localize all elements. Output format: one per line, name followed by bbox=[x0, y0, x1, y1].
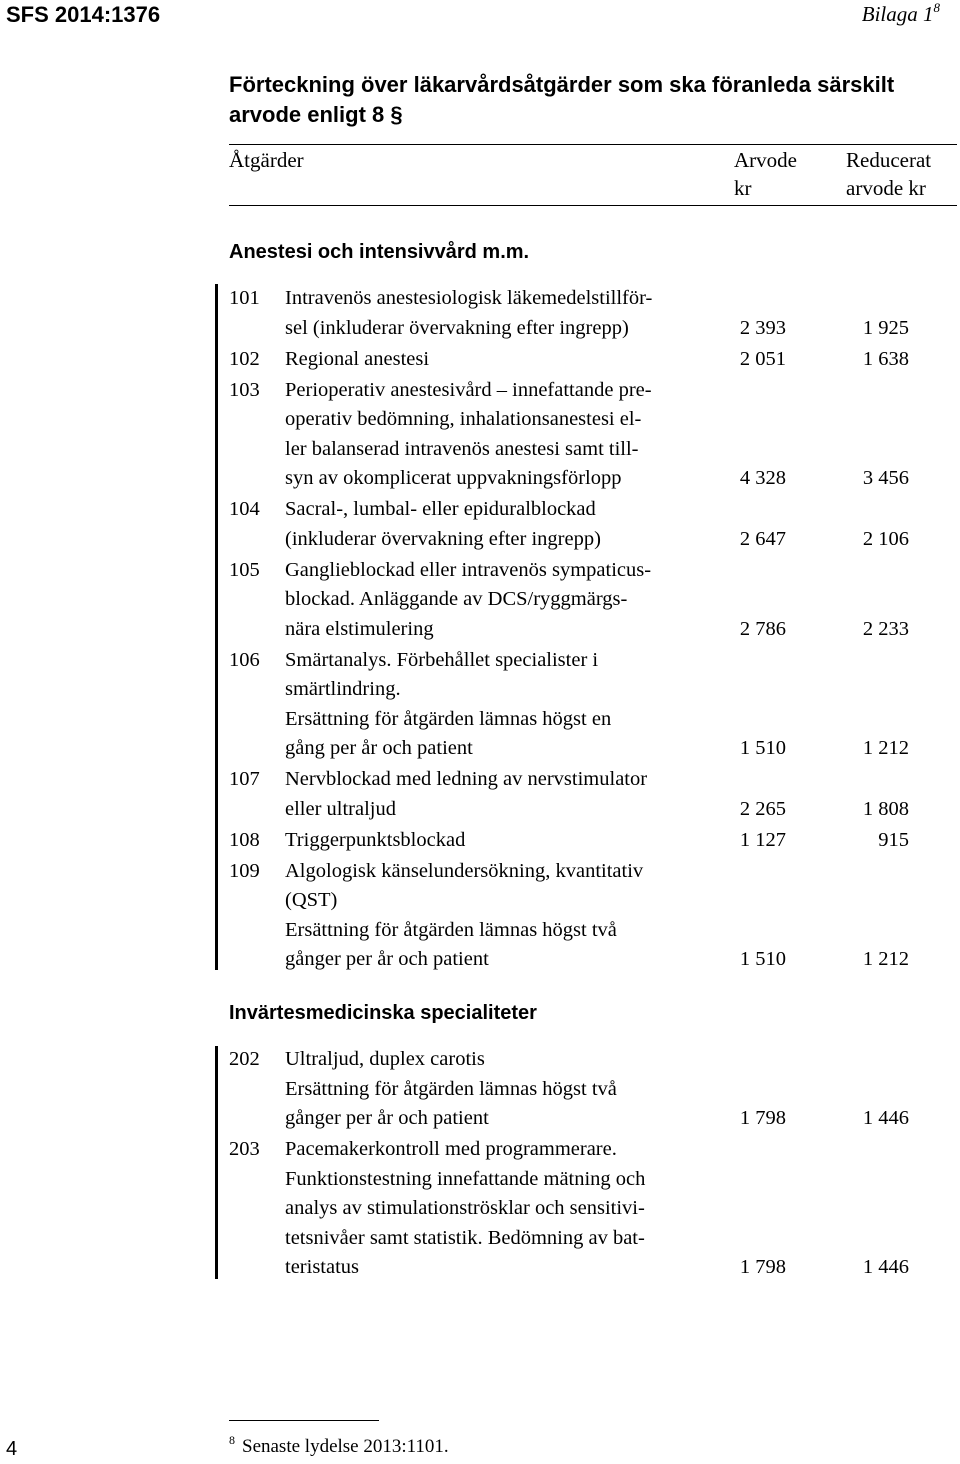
table-row bbox=[229, 556, 909, 645]
procedure-description bbox=[285, 345, 715, 375]
procedure-code: 102 bbox=[229, 347, 260, 370]
fee-reducerat: 1 212 bbox=[862, 948, 909, 970]
document-id: SFS 2014:1376 bbox=[6, 2, 161, 27]
description-line: Perioperativ anestesivård – innefattande pre- bbox=[285, 378, 652, 401]
procedure-code: 109 bbox=[229, 859, 260, 882]
fee-reducerat: 1 925 bbox=[862, 316, 909, 339]
procedure-description bbox=[285, 284, 715, 343]
section-heading: Anestesi och intensivvård m.m. bbox=[229, 241, 530, 263]
description-line: Ganglieblockad eller intravenös sympaticus- bbox=[285, 558, 652, 581]
description-line: syn av okomplicerat uppvakningsförlopp bbox=[285, 467, 622, 489]
change-bar bbox=[215, 1046, 218, 1279]
fee-reducerat: 2 233 bbox=[862, 617, 909, 640]
description-line: Triggerpunktsblockad bbox=[285, 828, 466, 851]
fee-reducerat: 1 446 bbox=[862, 1107, 909, 1129]
procedure-description bbox=[285, 495, 715, 554]
description-line: gånger per år och patient bbox=[285, 948, 489, 970]
description-line: analys av stimulationströsklar och sensitivi- bbox=[285, 1197, 645, 1219]
description-line: Ersättning för åtgärden lämnas högst två bbox=[285, 1077, 617, 1100]
column-header-reducerat-line2: arvode kr bbox=[846, 176, 926, 200]
fee-arvode: 2 051 bbox=[739, 347, 786, 370]
description-line: gånger per år och patient bbox=[285, 1107, 489, 1129]
table-row bbox=[229, 345, 909, 375]
fee-arvode: 1 798 bbox=[739, 1107, 786, 1129]
table-row bbox=[229, 1135, 909, 1283]
description-line: blockad. Anläggande av DCS/ryggmärgs- bbox=[285, 588, 628, 610]
procedure-code: 103 bbox=[229, 378, 260, 401]
description-line: Pacemakerkontroll med programmerare. bbox=[285, 1138, 617, 1160]
description-line: Algologisk känselundersökning, kvantitativ bbox=[285, 859, 644, 882]
column-header-reducerat-line1: Reducerat bbox=[846, 148, 932, 172]
description-line: sel (inkluderar övervakning efter ingrepp) bbox=[285, 316, 629, 339]
table-row bbox=[229, 495, 909, 554]
fee-reducerat: 2 106 bbox=[862, 527, 909, 550]
fee-arvode: 1 798 bbox=[739, 1256, 786, 1278]
description-line: operativ bedömning, inhalationsanestesi el- bbox=[285, 408, 642, 430]
fee-reducerat: 1 808 bbox=[862, 797, 909, 820]
description-line: Ersättning för åtgärden lämnas högst en bbox=[285, 707, 612, 730]
description-line: (QST) bbox=[285, 889, 338, 911]
description-line: Funktionstestning innefattande mätning och bbox=[285, 1167, 646, 1190]
footnote-text: Senaste lydelse 2013:1101. bbox=[242, 1436, 449, 1457]
procedure-description bbox=[285, 556, 715, 645]
table-row bbox=[229, 646, 909, 764]
fee-arvode: 1 127 bbox=[739, 828, 786, 851]
fee-arvode: 2 393 bbox=[739, 316, 786, 339]
fee-arvode: 1 510 bbox=[739, 948, 786, 970]
procedure-description bbox=[285, 1045, 715, 1134]
description-line: Regional anestesi bbox=[285, 347, 430, 370]
description-line: teristatus bbox=[285, 1256, 360, 1278]
description-line: Smärtanalys. Förbehållet specialister i bbox=[285, 648, 599, 671]
procedure-code: 104 bbox=[229, 498, 260, 520]
change-bar bbox=[215, 284, 218, 970]
procedure-description bbox=[285, 646, 715, 764]
appendix-text: Bilaga 1 bbox=[861, 2, 934, 26]
column-header-atgarder: Åtgärder bbox=[229, 148, 304, 172]
fee-reducerat: 1 212 bbox=[862, 737, 909, 759]
footnote-divider bbox=[229, 1420, 379, 1421]
procedure-code: 106 bbox=[229, 648, 260, 671]
page-title: Förteckning över läkarvårdsåtgärder som ska föranleda särskilt arvode enligt 8 § bbox=[229, 72, 895, 127]
table-top-rule bbox=[229, 144, 957, 145]
section-heading: Invärtesmedicinska specialiteter bbox=[229, 1002, 537, 1024]
fee-arvode: 2 265 bbox=[739, 797, 786, 820]
table-row bbox=[229, 826, 909, 856]
column-header-reducerat bbox=[846, 146, 931, 202]
procedure-code: 101 bbox=[229, 287, 260, 309]
fee-arvode: 2 647 bbox=[739, 527, 786, 550]
description-line: eller ultraljud bbox=[285, 797, 396, 820]
procedure-description bbox=[285, 857, 715, 975]
table-row bbox=[229, 1045, 909, 1134]
procedure-code: 108 bbox=[229, 828, 260, 851]
column-header-arvode-line1: Arvode bbox=[734, 148, 797, 172]
fee-reducerat: 1 446 bbox=[862, 1256, 909, 1278]
footnote bbox=[229, 1433, 449, 1458]
table-row bbox=[229, 376, 909, 494]
page-number: 4 bbox=[6, 1438, 18, 1460]
description-line: ler balanserad intravenös anestesi samt till- bbox=[285, 437, 639, 460]
fee-reducerat: 1 638 bbox=[862, 347, 909, 370]
description-line: Nervblockad med ledning av nervstimulator bbox=[285, 768, 648, 790]
procedure-code: 203 bbox=[229, 1138, 260, 1160]
appendix-footnote-mark: 8 bbox=[933, 0, 940, 15]
table-row bbox=[229, 284, 909, 343]
fee-reducerat: 915 bbox=[878, 828, 909, 851]
description-line: tetsnivåer samt statistik. Bedömning av bat- bbox=[285, 1226, 645, 1249]
description-line: Ultraljud, duplex carotis bbox=[285, 1048, 485, 1070]
fee-arvode: 2 786 bbox=[739, 617, 786, 640]
footnote-mark: 8 bbox=[229, 1433, 235, 1447]
procedure-description bbox=[285, 826, 715, 856]
description-line: gång per år och patient bbox=[285, 737, 473, 759]
column-header-arvode bbox=[734, 146, 797, 202]
table-header-rule bbox=[229, 205, 957, 206]
description-line: (inkluderar övervakning efter ingrepp) bbox=[285, 527, 601, 550]
table-row bbox=[229, 765, 909, 824]
procedure-description bbox=[285, 765, 715, 824]
fee-reducerat: 3 456 bbox=[862, 467, 909, 489]
procedure-description bbox=[285, 376, 715, 494]
description-line: smärtlindring. bbox=[285, 678, 401, 700]
procedure-code: 105 bbox=[229, 558, 260, 581]
description-line: Ersättning för åtgärden lämnas högst två bbox=[285, 918, 617, 941]
procedure-description bbox=[285, 1135, 715, 1283]
description-line: nära elstimulering bbox=[285, 617, 434, 640]
column-header-arvode-line2: kr bbox=[734, 176, 752, 200]
description-line: Sacral-, lumbal- eller epiduralblockad bbox=[285, 498, 596, 520]
fee-arvode: 4 328 bbox=[739, 467, 786, 489]
appendix-label bbox=[862, 2, 940, 27]
procedure-code: 202 bbox=[229, 1048, 260, 1070]
table-row bbox=[229, 857, 909, 975]
procedure-code: 107 bbox=[229, 768, 260, 790]
fee-arvode: 1 510 bbox=[739, 737, 786, 759]
description-line: Intravenös anestesiologisk läkemedelstillför- bbox=[285, 287, 653, 309]
